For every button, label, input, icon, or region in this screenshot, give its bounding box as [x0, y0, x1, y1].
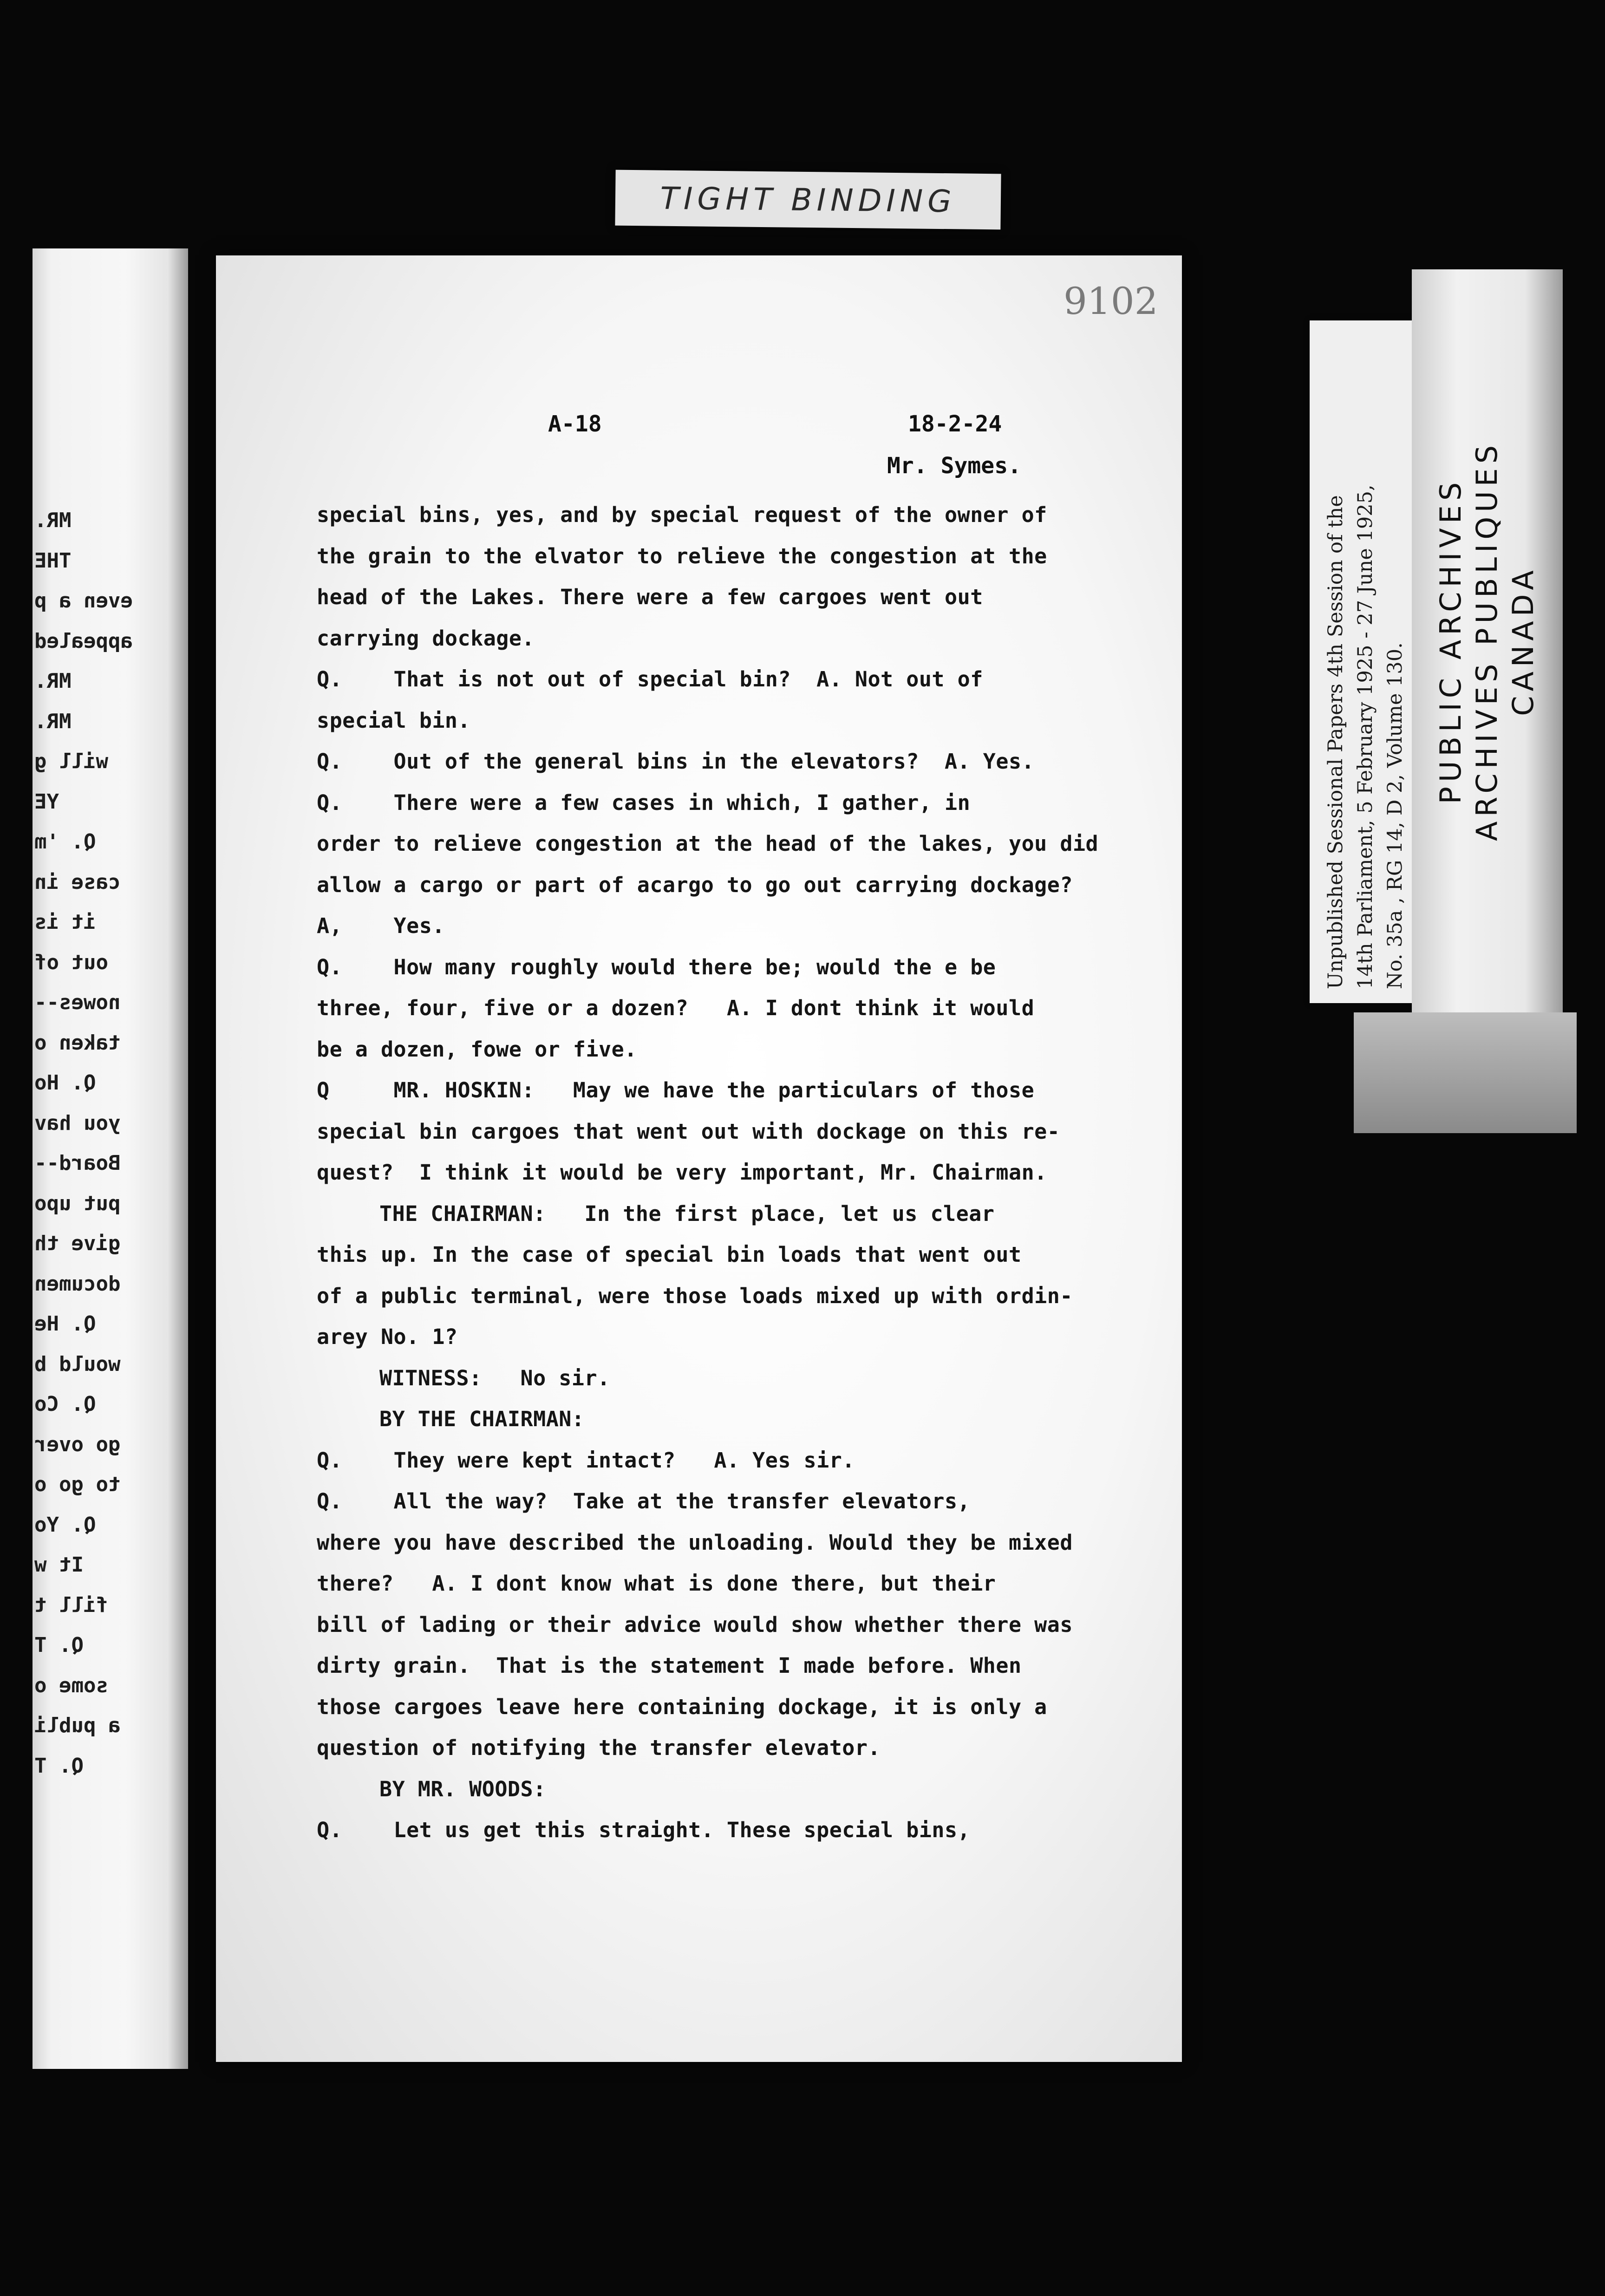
tight-binding-text: TIGHT BINDING — [660, 180, 956, 219]
mirrored-line: even a p — [34, 589, 133, 613]
speaker-heading: Mr. Symes. — [887, 453, 1021, 479]
mirrored-line: Q. T — [34, 1754, 84, 1778]
mirrored-line: Q. Ho — [34, 1071, 96, 1095]
mirrored-line: will g — [34, 750, 108, 773]
transcript-line: be a dozen, fowe or five. — [317, 1037, 637, 1062]
mirrored-line: documen — [34, 1272, 121, 1296]
archives-line-2: ARCHIVES PUBLIQUES — [1470, 440, 1504, 841]
mirrored-line: Q. 'm — [34, 830, 96, 854]
mirrored-line: Q. Yo — [34, 1513, 96, 1537]
mirrored-line: nowes-- — [34, 991, 121, 1014]
public-archives-label — [1412, 269, 1563, 1017]
transcript-line: question of notifying the transfer elevator. — [317, 1735, 881, 1760]
page-spine — [167, 248, 188, 2069]
mirrored-line: case in — [34, 870, 121, 894]
transcript-line: Q. There were a few cases in which, I gather, in — [317, 790, 971, 815]
mirrored-line: MR. — [34, 709, 72, 733]
transcript-line: carrying dockage. — [317, 626, 535, 651]
transcript-line: Q. They were kept intact? A. Yes sir. — [317, 1448, 855, 1473]
citation-line-3: No. 35a , RG 14, D 2, Volume 130. — [1383, 642, 1407, 989]
transcript-line: head of the Lakes. There were a few cargoes went out — [317, 585, 983, 609]
transcript-line: Q MR. HOSKIN: May we have the particulars of those — [317, 1078, 1035, 1102]
mirrored-line: appealed — [34, 629, 133, 653]
transcript-line: THE CHAIRMAN: In the first place, let us clear — [379, 1201, 995, 1226]
transcript-line: BY THE CHAIRMAN: — [379, 1407, 585, 1431]
mirrored-line: taken o — [34, 1031, 121, 1055]
mirrored-line: Board-- — [34, 1151, 121, 1175]
transcript-line: where you have described the unloading. Would they be mixed — [317, 1530, 1073, 1555]
tight-binding-label — [615, 170, 1001, 230]
transcript-line: special bins, yes, and by special request of the owner of — [317, 502, 1047, 527]
transcript-line: three, four, five or a dozen? A. I dont think it would — [317, 996, 1035, 1020]
mirrored-line: go over — [34, 1432, 121, 1456]
transcript-line: this up. In the case of special bin loads that went out — [317, 1242, 1022, 1267]
mirrored-line: MR. — [34, 509, 72, 532]
mirrored-line: fill t — [34, 1593, 108, 1617]
archives-line-3: CANADA — [1506, 566, 1540, 716]
transcript-line: Q. That is not out of special bin? A. Not out of — [317, 667, 983, 691]
mirrored-text-column — [33, 509, 167, 1794]
document-code: A-18 — [548, 411, 602, 437]
transcript-line: bill of lading or their advice would show whether there was — [317, 1612, 1073, 1637]
transcript-line: order to relieve congestion at the head of the lakes, you did — [317, 831, 1099, 856]
transcript-body — [317, 495, 1153, 1851]
mirrored-line: Q. Co — [34, 1392, 96, 1416]
adjacent-page-left — [33, 248, 188, 2069]
mirrored-line: THE — [34, 548, 72, 573]
transcript-line: A, Yes. — [317, 913, 445, 938]
transcript-line: special bin. — [317, 708, 471, 733]
transcript-line: arey No. 1? — [317, 1324, 458, 1349]
transcript-line: allow a cargo or part of acargo to go out carrying dockage? — [317, 872, 1073, 897]
transcript-line: of a public terminal, were those loads mixed up with ordin- — [317, 1283, 1073, 1308]
mirrored-line: would b — [34, 1352, 121, 1376]
mirrored-line: it is — [34, 910, 96, 934]
mirrored-line: you hav — [34, 1111, 121, 1135]
mirrored-line: some o — [34, 1673, 108, 1697]
archive-box-tab — [1354, 1012, 1577, 1133]
transcript-line: special bin cargoes that went out with dockage on this re- — [317, 1119, 1060, 1144]
mirrored-line: out of — [34, 950, 108, 974]
transcript-line: Q. Let us get this straight. These special bins, — [317, 1818, 971, 1842]
transcript-line: BY MR. WOODS: — [379, 1776, 546, 1801]
document-date: 18-2-24 — [908, 411, 1002, 437]
mirrored-line: Q. He — [34, 1312, 96, 1336]
archives-text — [1417, 362, 1557, 920]
citation-text — [1310, 320, 1421, 1003]
transcript-line: Q. Out of the general bins in the elevators? A. Yes. — [317, 749, 1035, 774]
transcript-line: Q. How many roughly would there be; would the e be — [317, 954, 996, 979]
mirrored-line: It w — [34, 1553, 84, 1577]
document-page — [216, 255, 1182, 2062]
citation-line-1: Unpublished Sessional Papers 4th Session of the — [1324, 495, 1347, 989]
transcript-line: Q. All the way? Take at the transfer elevators, — [317, 1489, 971, 1513]
transcript-line: there? A. I dont know what is done there, but their — [317, 1571, 996, 1596]
transcript-line: those cargoes leave here containing dockage, it is only a — [317, 1694, 1047, 1719]
page-number: 9102 — [1063, 280, 1158, 323]
archive-citation-stamp — [1310, 320, 1421, 1003]
mirrored-line: a publi — [34, 1714, 121, 1737]
transcript-line: WITNESS: No sir. — [379, 1365, 610, 1390]
transcript-line: dirty grain. That is the statement I made before. When — [317, 1653, 1022, 1678]
transcript-line: quest? I think it would be very important, Mr. Chairman. — [317, 1160, 1047, 1185]
mirrored-line: MR. — [34, 669, 72, 693]
transcript-line: the grain to the elvator to relieve the congestion at the — [317, 543, 1047, 568]
citation-line-2: 14th Parliament, 5 February 1925 - 27 June 1925, — [1354, 484, 1377, 989]
mirrored-line: YE — [34, 789, 59, 814]
archives-line-1: PUBLIC ARCHIVES — [1434, 477, 1468, 804]
mirrored-line: give th — [34, 1232, 121, 1255]
mirrored-line: put upo — [34, 1191, 121, 1215]
mirrored-line: Q. T — [34, 1633, 84, 1657]
mirrored-line: to go o — [34, 1473, 121, 1496]
